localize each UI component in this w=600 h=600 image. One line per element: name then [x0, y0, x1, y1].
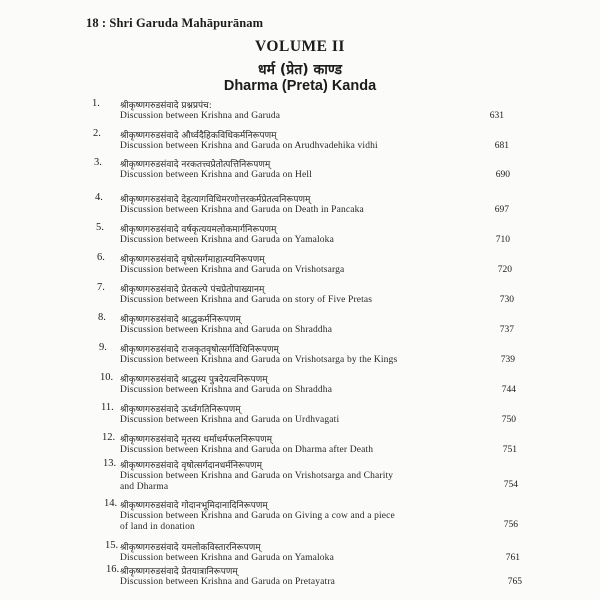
- toc-entry-devanagari-title: श्रीकृष्णगरुडसंवादे गोदानभूमिदानादिनिरूपणम्: [120, 501, 268, 511]
- toc-entry-devanagari-title: श्रीकृष्णगरुडसंवादे देहत्यागविधिमरणोत्तरकर्मप्रेतत्वनिरूपणम्: [120, 195, 311, 205]
- toc-entry-english-title: Discussion between Krishna and Garuda on Arudhvadehika vidhi: [120, 141, 378, 151]
- toc-entry-devanagari-title: श्रीकृष्णगरुडसंवादे प्रश्नप्रपंच:: [120, 101, 212, 111]
- toc-entry-english-title: Discussion between Krishna and Garuda on Yamaloka: [120, 553, 334, 563]
- toc-entry-english-title: Discussion between Krishna and Garuda on Dharma after Death: [120, 445, 374, 455]
- toc-entry-devanagari-title: श्रीकृष्णगरुडसंवादे मृतस्य धर्माधर्मफलनिरूपणम्: [120, 435, 272, 445]
- toc-entry-number: 4.: [95, 192, 103, 203]
- toc-entry-number: 7.: [97, 282, 105, 293]
- toc-entry-number: 9.: [99, 342, 107, 353]
- toc-entry-page-number: 750: [501, 415, 516, 425]
- toc-entry-number: 1.: [92, 98, 100, 109]
- toc-entry-devanagari-title: श्रीकृष्णगरुडसंवादे नरकतत्त्वप्रेतोत्पत्तिनिरूपणम्: [120, 160, 271, 170]
- toc-entry-english-title: Discussion between Krishna and Garuda on Yamaloka: [120, 235, 334, 245]
- toc-entry-devanagari-title: श्रीकृष्णगरुडसंवादे वृषोत्सर्गमाहात्म्यनिरूपणम्: [120, 255, 265, 265]
- toc-entry-devanagari-title: श्रीकृष्णगरुडसंवादे और्ध्वदैहिकविधिकर्मनिरूपणम्: [120, 131, 277, 141]
- toc-entry-page-number: 631: [489, 111, 504, 121]
- toc-entry-english-title: Discussion between Krishna and Garuda on Death in Pancaka: [120, 205, 364, 215]
- toc-entry-number: 14.: [104, 498, 118, 509]
- toc-entry-devanagari-title: श्रीकृष्णगरुडसंवादे वर्षकृत्ययमलोकमार्गनिरूपणम्: [120, 225, 277, 235]
- toc-entry-english-title: Discussion between Krishna and Garuda on Pretayatra: [120, 577, 336, 587]
- toc-entry-english-title: Discussion between Krishna and Garuda on Shraddha: [120, 385, 333, 395]
- toc-entry-number: 11.: [101, 402, 114, 413]
- section-title-english: Dharma (Preta) Kanda: [223, 78, 377, 94]
- toc-entry-page-number: 720: [497, 265, 512, 275]
- section-title-devanagari: धर्म (प्रेत) काण्ड: [258, 62, 342, 78]
- toc-entry-english-title: Discussion between Krishna and Garuda on story of Five Pretas: [120, 295, 373, 305]
- toc-entry-english-title: Discussion between Krishna and Garuda on Hell: [120, 170, 312, 180]
- toc-entry-page-number: 754: [503, 480, 518, 490]
- toc-entry-page-number: 697: [494, 205, 509, 215]
- toc-entry-english-title: Discussion between Krishna and Garuda on Vrishotsarga and Charity and Dharma: [120, 471, 394, 492]
- toc-entry-number: 5.: [96, 222, 104, 233]
- toc-entry-english-title: Discussion between Krishna and Garuda: [120, 111, 281, 121]
- toc-entry-devanagari-title: श्रीकृष्णगरुडसंवादे प्रेतकल्पे पंचप्रेतोपाख्यानम्: [120, 285, 265, 295]
- toc-entry-number: 13.: [103, 458, 117, 469]
- toc-entry-page-number: 751: [502, 445, 517, 455]
- toc-entry-page-number: 756: [503, 520, 518, 530]
- toc-entry-number: 15.: [105, 540, 119, 551]
- toc-entry-devanagari-title: श्रीकृष्णगरुडसंवादे श्राद्धकर्मनिरूपणम्: [120, 315, 241, 325]
- toc-entry-number: 6.: [97, 252, 105, 263]
- toc-entry-number: 3.: [94, 157, 102, 168]
- toc-entry-page-number: 690: [495, 170, 510, 180]
- toc-entry-page-number: 737: [499, 325, 514, 335]
- toc-entry-number: 16.: [106, 564, 120, 575]
- toc-entry-english-title: Discussion between Krishna and Garuda on Shraddha: [120, 325, 333, 335]
- toc-entry-devanagari-title: श्रीकृष्णगरुडसंवादे प्रेतयात्रानिरूपणम्: [120, 567, 238, 577]
- toc-entry-page-number: 739: [500, 355, 515, 365]
- toc-entry-number: 8.: [98, 312, 106, 323]
- toc-entry-page-number: 710: [495, 235, 510, 245]
- toc-entry-devanagari-title: श्रीकृष्णगरुडसंवादे ऊर्ध्वगतिनिरूपणम्: [120, 405, 241, 415]
- toc-entry-number: 12.: [102, 432, 116, 443]
- toc-entry-english-title: Discussion between Krishna and Garuda on Vrishotsarga by the Kings: [120, 355, 398, 365]
- volume-title: VOLUME II: [255, 38, 345, 55]
- toc-entry-page-number: 761: [505, 553, 520, 563]
- toc-entry-number: 10.: [100, 372, 114, 383]
- toc-entry-page-number: 730: [499, 295, 514, 305]
- toc-entry-english-title: Discussion between Krishna and Garuda on Urdhvagati: [120, 415, 340, 425]
- running-header: 18 : Shri Garuda Mahāpurānam: [86, 16, 264, 30]
- toc-entry-page-number: 744: [501, 385, 516, 395]
- toc-entry-devanagari-title: श्रीकृष्णगरुडसंवादे राजकृतवृषोत्सर्गविधिनिरूपणम्: [120, 345, 279, 355]
- toc-entry-devanagari-title: श्रीकृष्णगरुडसंवादे श्राद्धस्य पुत्रदेयत्वनिरूपणम्: [120, 375, 268, 385]
- toc-entry-page-number: 765: [507, 577, 522, 587]
- toc-entry-english-title: Discussion between Krishna and Garuda on Vrishotsarga: [120, 265, 345, 275]
- toc-entry-number: 2.: [93, 128, 101, 139]
- toc-entry-devanagari-title: श्रीकृष्णगरुडसंवादे वृषोत्सर्गदानधर्मनिरूपणम्: [120, 461, 262, 471]
- toc-entry-english-title: Discussion between Krishna and Garuda on Giving a cow and a piece of land in donation: [120, 511, 395, 532]
- toc-entry-page-number: 681: [494, 141, 509, 151]
- toc-entry-devanagari-title: श्रीकृष्णगरुडसंवादे यमलोकविस्तारनिरूपणम्: [120, 543, 261, 553]
